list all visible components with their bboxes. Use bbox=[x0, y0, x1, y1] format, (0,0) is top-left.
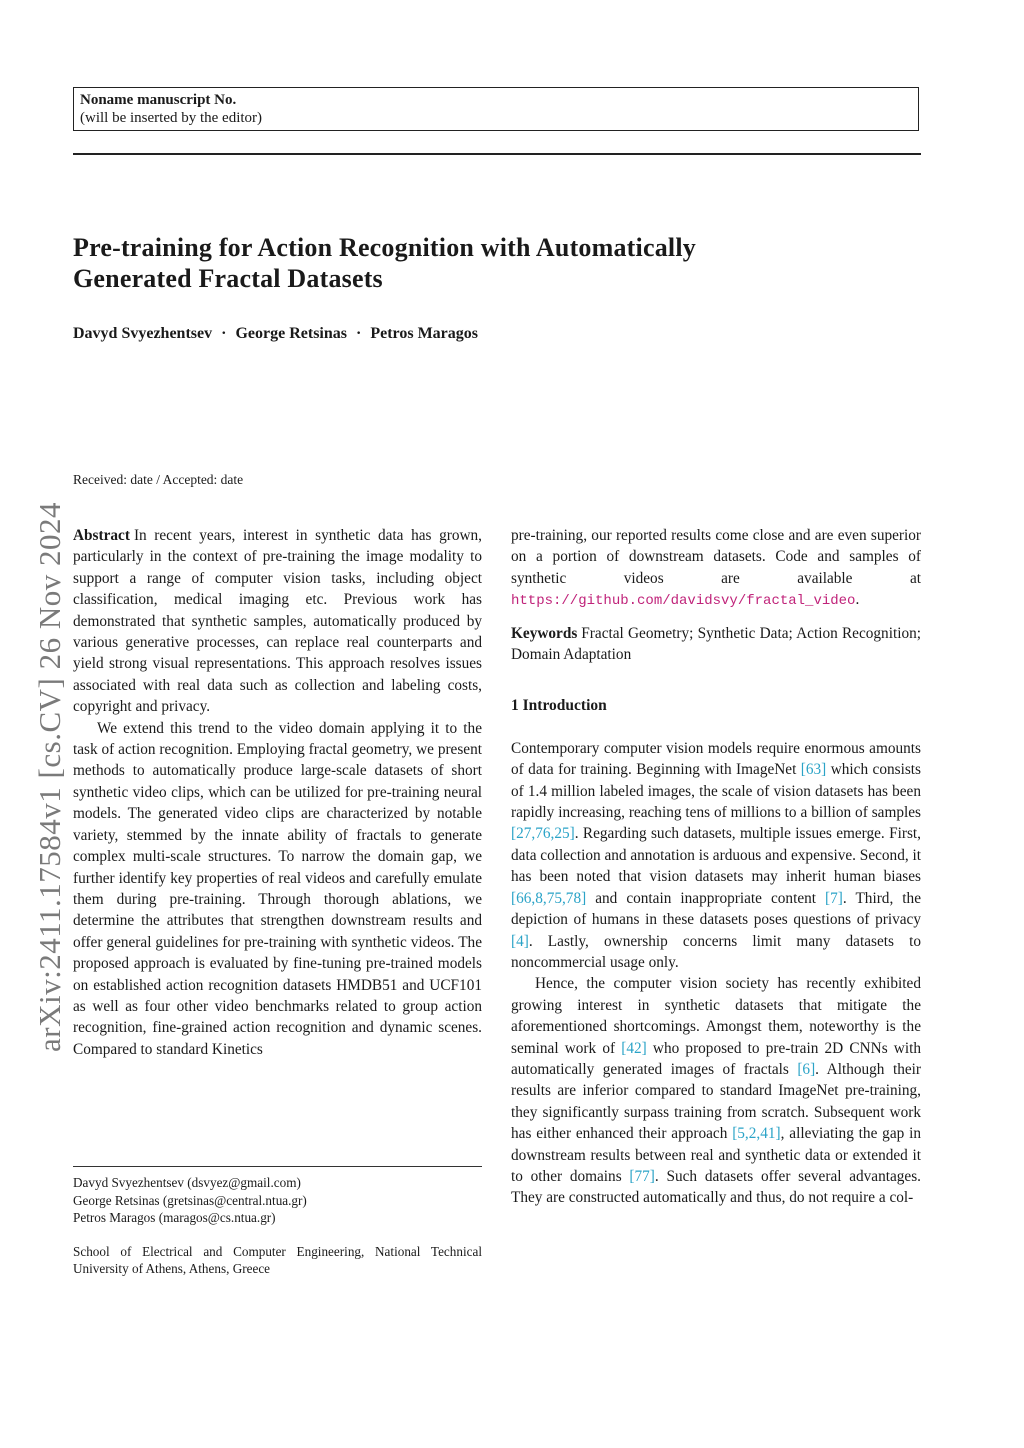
author-name: Petros Maragos bbox=[370, 325, 478, 342]
body-text: which consists of 1.4 million labeled images, the scale of vision datasets has been rapidly increasing, reaching tens of millions to a billion of samples bbox=[511, 761, 921, 822]
header-rule bbox=[73, 153, 921, 155]
body-text: . Although their results are inferior compared to standard ImageNet pre-training, they significantly surpass training from scratch. Subsequent work has either enhanced their approach bbox=[511, 1060, 921, 1143]
citation-link[interactable]: [27,76,25] bbox=[511, 825, 575, 843]
author-email: George Retsinas (gretsinas@central.ntua.gr) bbox=[73, 1192, 307, 1208]
right-column bbox=[511, 525, 921, 1209]
editor-note: (will be inserted by the editor) bbox=[80, 110, 263, 126]
citation-link[interactable]: [77] bbox=[629, 1167, 655, 1185]
body-text: . Lastly, ownership concerns limit many datasets to noncommercial usage only. bbox=[511, 932, 921, 971]
author-name: Davyd Svyezhentsev bbox=[73, 325, 213, 342]
code-link[interactable]: https://github.com/davidsvy/fractal_video bbox=[511, 593, 856, 610]
citation-link[interactable]: [6] bbox=[797, 1060, 816, 1078]
author-email: Petros Maragos (maragos@cs.ntua.gr) bbox=[73, 1210, 276, 1225]
body-text: Contemporary computer vision models require enormous amounts of data for training. Beginning with ImageNet bbox=[511, 739, 921, 779]
abstract-label: Abstract bbox=[73, 527, 130, 544]
citation-link[interactable]: [42] bbox=[621, 1039, 647, 1057]
author-separator: · bbox=[355, 325, 362, 342]
arxiv-identifier: arXiv:2411.17584v1 [cs.CV] 26 Nov 2024 bbox=[32, 502, 67, 1052]
body-text: . Such datasets offer several advantages. They are constructed automatically and thus, do not require a col- bbox=[511, 1167, 922, 1207]
manuscript-header-box bbox=[73, 87, 919, 131]
footnote-rule bbox=[73, 1166, 482, 1167]
body-text: and contain inappropriate content bbox=[586, 889, 826, 907]
author-name: George Retsinas bbox=[235, 325, 347, 342]
url-period: . bbox=[855, 591, 860, 609]
intro-paragraph-2 bbox=[511, 973, 921, 1208]
citation-link[interactable]: [7] bbox=[825, 889, 843, 907]
keywords-text: Fractal Geometry; Synthetic Data; Action Recognition; Domain Adaptation bbox=[511, 624, 921, 664]
keywords-label: Keywords bbox=[511, 624, 578, 642]
abstract-paragraph-2: We extend this trend to the video domain applying it to the task of action recognition. Employing fractal geometry, we present methods to automatically produce large-scale datasets of short synthetic video clips, which can be utilized for pre-training neural models. The generated video clips are characterized by notable variety, stemmed by the innate ability of fractals to generate complex multi-scale structures. To narrow the domain gap, we further identify key properties of real videos and carefully emulate them during pre-training. Through thorough ablations, we determine the attributes that strengthen downstream results and offer general guidelines for pre-training with synthetic videos. The proposed approach is evaluated by fine-tuning pre-trained models on established action recognition datasets HMDB51 and UCF101 as well as four other video benchmarks related to group action recognition, fine-grained action recognition and dynamic scenes. Compared to standard Kinetics bbox=[73, 719, 482, 1058]
abstract-paragraph-1 bbox=[73, 525, 482, 718]
abstract-text-1: In recent years, interest in synthetic data has grown, particularly in the context of pre-training the image modality to support a range of computer vision tasks, including object classification, medical imaging etc. Previous work has demonstrated that synthetic samples, automatically produced by various generative processes, can replace real counterparts and yield strong visual representations. This approach resolves issues associated with real data such as collection and labeling costs, copyright and privacy. bbox=[73, 527, 482, 716]
abstract-continuation bbox=[511, 525, 921, 613]
body-text: . Third, the depiction of humans in these datasets poses questions of privacy bbox=[511, 889, 921, 929]
received-date: Received: date / Accepted: date bbox=[73, 472, 244, 487]
author-separator: · bbox=[221, 325, 227, 342]
keywords-paragraph bbox=[511, 623, 921, 666]
paper-title bbox=[73, 232, 933, 294]
abstract-text-cont: pre-training, our reported results come close and are even superior on a portion of downstream datasets. Code and samples of synthetic videos are available at bbox=[511, 527, 921, 587]
citation-link[interactable]: [5,2,41] bbox=[732, 1125, 781, 1143]
affiliation: School of Electrical and Computer Engineering, National Technical University of Athens, Athens, Greece bbox=[73, 1243, 482, 1276]
author-email: Davyd Svyezhentsev (dsvyez@gmail.com) bbox=[73, 1175, 301, 1190]
title-line-2: Generated Fractal Datasets bbox=[73, 264, 383, 293]
left-column bbox=[73, 525, 482, 1060]
body-text: . Regarding such datasets, multiple issues emerge. First, data collection and annotation is arduous and expensive. Second, it has been noted that vision datasets may inherit human biases bbox=[511, 825, 921, 886]
body-text: Hence, the computer vision society has recently exhibited growing interest in synthetic datasets that mitigate the aforementioned shortcomings. Amongst them, noteworthy is the seminal work of bbox=[511, 975, 921, 1057]
author-list bbox=[73, 324, 478, 344]
title-line-1: Pre-training for Action Recognition with Automatically bbox=[73, 233, 696, 262]
body-text: , alleviating the gap in downstream results between real and synthetic data or extended it to other domains bbox=[511, 1125, 921, 1185]
body-text: who proposed to pre-train 2D CNNs with automatically generated images of fractals bbox=[511, 1039, 922, 1078]
manuscript-number: Noname manuscript No. bbox=[80, 92, 237, 108]
citation-link[interactable]: [4] bbox=[511, 932, 529, 950]
section-heading-introduction: 1 Introduction bbox=[511, 697, 607, 715]
citation-link[interactable]: [66,8,75,78] bbox=[511, 889, 587, 907]
citation-link[interactable]: [63] bbox=[800, 761, 827, 779]
author-footnotes bbox=[73, 1174, 482, 1278]
intro-paragraph-1 bbox=[511, 738, 921, 973]
